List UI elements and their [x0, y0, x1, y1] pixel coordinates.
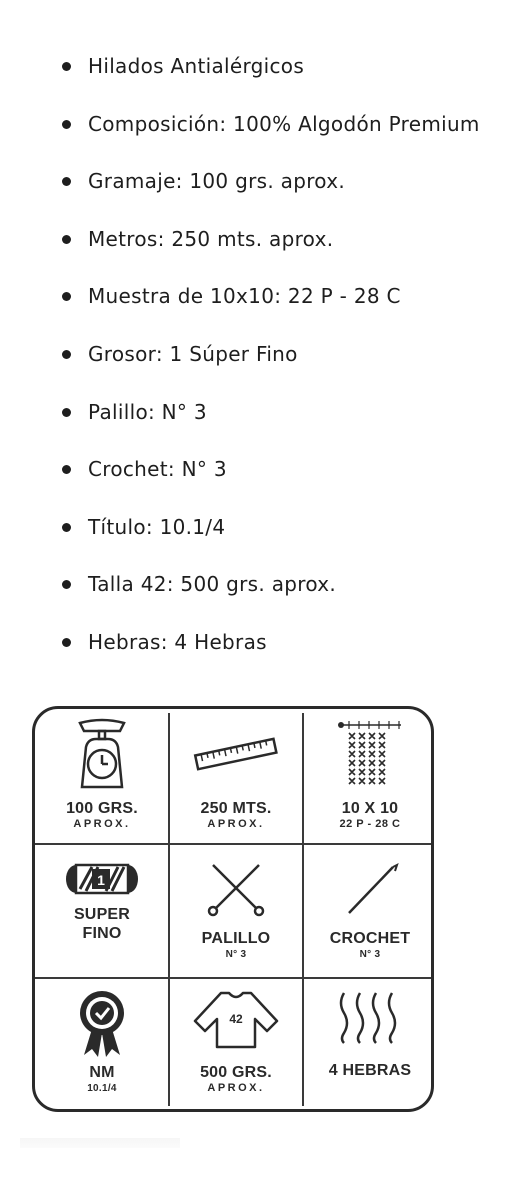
divider-strip [20, 1138, 180, 1148]
length-sub: APROX. [207, 818, 265, 830]
bullet-icon [62, 408, 71, 417]
spec-text: Grosor: 1 Súper Fino [88, 341, 298, 366]
plies-label: 4 HEBRAS [328, 1062, 412, 1079]
stitch-swatch-icon [335, 717, 405, 793]
gauge-label: 10 X 10 [341, 800, 399, 817]
spec-text: Título: 10.1/4 [88, 514, 226, 539]
weight-cell [35, 717, 169, 831]
spec-item [60, 441, 480, 499]
gauge-sub: 22 P - 28 C [339, 818, 401, 830]
award-badge-icon [72, 987, 132, 1059]
spec-item [60, 38, 480, 96]
spec-item [60, 211, 480, 269]
count-label: NM [89, 1064, 115, 1081]
spec-text: Palillo: N° 3 [88, 399, 207, 424]
bullet-icon [62, 120, 71, 129]
spec-item [60, 499, 480, 557]
grid-divider [35, 977, 431, 979]
bullet-icon [62, 177, 71, 186]
spec-item [60, 556, 480, 614]
crochet-hook-icon [335, 859, 405, 919]
thickness-badge: 1 [97, 872, 105, 888]
spec-text: Hebras: 4 Hebras [88, 629, 267, 654]
yarn-info-card [32, 706, 434, 1112]
grid-divider [35, 843, 431, 845]
spec-item [60, 153, 480, 211]
spec-text: Gramaje: 100 grs. aprox. [88, 169, 346, 194]
spec-text: Muestra de 10x10: 22 P - 28 C [88, 284, 401, 309]
bullet-icon [62, 465, 71, 474]
spec-text: Metros: 250 mts. aprox. [88, 226, 334, 251]
spec-text: Hilados Antialérgicos [88, 54, 305, 78]
weight-sub: APROX. [73, 818, 131, 830]
spec-list [60, 38, 480, 672]
spec-text: Talla 42: 500 grs. aprox. [88, 572, 337, 597]
crochet-sub: N° 3 [359, 949, 381, 960]
size-badge: 42 [229, 1012, 243, 1026]
knitting-needles-icon [201, 859, 271, 919]
count-cell [35, 987, 169, 1095]
spec-item [60, 614, 480, 672]
strands-icon [330, 987, 410, 1047]
count-sub: 10.1/4 [87, 1083, 117, 1094]
spec-text: Crochet: N° 3 [88, 457, 227, 482]
crochet-label: CROCHET [329, 930, 411, 947]
crochet-cell [303, 859, 437, 961]
spec-item [60, 268, 480, 326]
size-cell [169, 987, 303, 1095]
bullet-icon [62, 292, 71, 301]
plies-cell [303, 987, 437, 1080]
length-cell [169, 717, 303, 831]
bullet-icon [62, 523, 71, 532]
size-sub: APROX. [207, 1082, 265, 1094]
scale-icon [72, 717, 132, 793]
gauge-cell [303, 717, 437, 831]
bullet-icon [62, 235, 71, 244]
ruler-icon [186, 717, 286, 793]
sweater-icon [191, 987, 281, 1055]
spec-text: Composición: 100% Algodón Premium [88, 111, 480, 136]
yarn-skein-icon [62, 859, 142, 899]
size-label: 500 GRS. [200, 1064, 272, 1081]
needles-sub: N° 3 [225, 949, 247, 960]
needles-cell [169, 859, 303, 961]
weight-label: 100 GRS. [66, 800, 138, 817]
thickness-cell [35, 859, 169, 943]
spec-item [60, 96, 480, 154]
thickness-label-top: SUPER [73, 906, 131, 923]
spec-item [60, 384, 480, 442]
bullet-icon [62, 62, 71, 71]
bullet-icon [62, 580, 71, 589]
length-label: 250 MTS. [200, 800, 272, 817]
bullet-icon [62, 350, 71, 359]
bullet-icon [62, 638, 71, 647]
thickness-label-bottom: FINO [82, 925, 122, 942]
spec-item [60, 326, 480, 384]
needles-label: PALILLO [201, 930, 271, 947]
